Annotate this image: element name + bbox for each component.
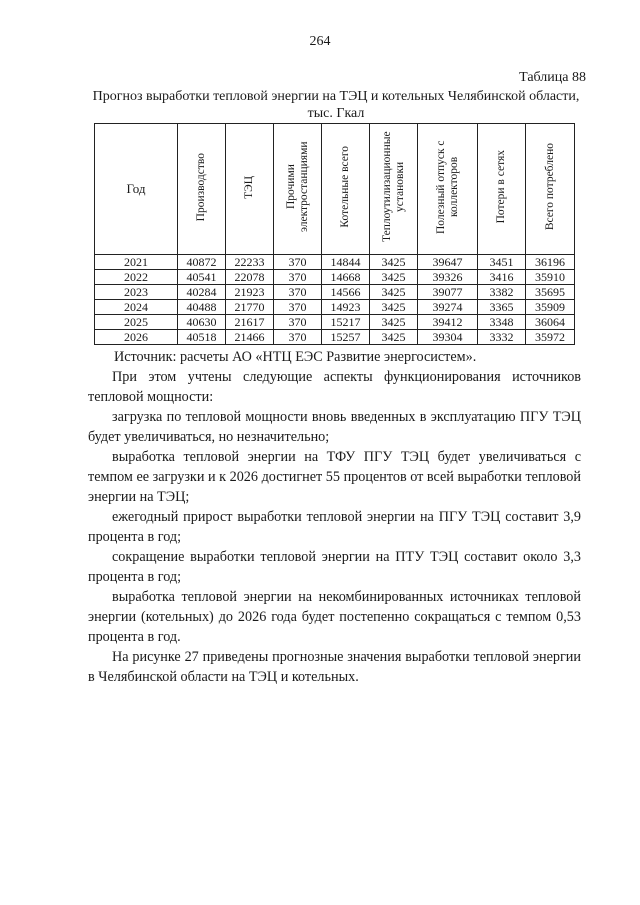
table-cell: 15217 <box>322 315 370 330</box>
table-body <box>95 255 575 345</box>
body-text <box>88 347 581 687</box>
table-row <box>95 270 575 285</box>
page-number: 264 <box>309 34 331 49</box>
table-cell: 3425 <box>370 300 418 315</box>
table-cell: 40541 <box>178 270 226 285</box>
table-cell: 39077 <box>418 285 478 300</box>
column-header: Котельные всего <box>322 124 370 255</box>
year-cell: 2022 <box>95 270 178 285</box>
table-cell: 3348 <box>478 315 526 330</box>
table-cell: 21923 <box>226 285 274 300</box>
table-caption: Прогноз выработки тепловой энергии на ТЭЦ и котельных Челябинской области, тыс. Гкал <box>92 89 580 121</box>
table-cell: 39304 <box>418 330 478 345</box>
year-cell: 2024 <box>95 300 178 315</box>
table-row <box>95 330 575 345</box>
table-cell: 14923 <box>322 300 370 315</box>
table-cell: 3425 <box>370 330 418 345</box>
table-cell: 3425 <box>370 315 418 330</box>
column-header: Год <box>95 124 178 255</box>
table-cell: 21770 <box>226 300 274 315</box>
paragraph: загрузка по тепловой мощности вновь введенных в эксплуатацию ПГУ ТЭЦ будет увеличиваться, но незначительно; <box>88 409 581 445</box>
table-cell: 370 <box>274 330 322 345</box>
table-cell: 21617 <box>226 315 274 330</box>
table-cell: 3416 <box>478 270 526 285</box>
table-cell: 14566 <box>322 285 370 300</box>
table-cell: 370 <box>274 315 322 330</box>
column-header: Теплоутилизационные установки <box>370 124 418 255</box>
table-row <box>95 315 575 330</box>
year-cell: 2026 <box>95 330 178 345</box>
paragraph: При этом учтены следующие аспекты функционирования источников тепловой мощности: <box>88 369 581 405</box>
column-header: Полезный отпуск с коллекторов <box>418 124 478 255</box>
table-cell: 36196 <box>526 255 575 270</box>
table-cell: 3382 <box>478 285 526 300</box>
paragraph: сокращение выработки тепловой энергии на ПТУ ТЭЦ составит около 3,3 процента в год; <box>88 549 581 585</box>
column-header: Всего потреблено <box>526 124 575 255</box>
table-cell: 14668 <box>322 270 370 285</box>
table-label: Таблица 88 <box>519 70 586 85</box>
paragraph: выработка тепловой энергии на ТФУ ПГУ ТЭЦ будет увеличиваться с темпом ее загрузки и к 2026 достигнет 55 процентов от всей выработки тепловой энергии на ТЭЦ; <box>88 449 581 505</box>
forecast-table <box>94 123 575 345</box>
table-cell: 3365 <box>478 300 526 315</box>
table-row <box>95 285 575 300</box>
table-cell: 3332 <box>478 330 526 345</box>
table-cell: 22078 <box>226 270 274 285</box>
table-cell: 39274 <box>418 300 478 315</box>
table-cell: 40872 <box>178 255 226 270</box>
table-cell: 14844 <box>322 255 370 270</box>
year-cell: 2023 <box>95 285 178 300</box>
table-cell: 40518 <box>178 330 226 345</box>
year-cell: 2025 <box>95 315 178 330</box>
table-cell: 370 <box>274 270 322 285</box>
table-row <box>95 255 575 270</box>
table-cell: 35972 <box>526 330 575 345</box>
table-cell: 21466 <box>226 330 274 345</box>
table-cell: 15257 <box>322 330 370 345</box>
table-cell: 3425 <box>370 285 418 300</box>
column-header: Производство <box>178 124 226 255</box>
paragraph: На рисунке 27 приведены прогнозные значения выработки тепловой энергии в Челябинской области на ТЭЦ и котельных. <box>88 649 581 685</box>
paragraph: выработка тепловой энергии на некомбинированных источниках тепловой энергии (котельных) до 2026 года будет постепенно сокращаться с темпом 0,53 процента в год. <box>88 589 581 645</box>
column-header: ТЭЦ <box>226 124 274 255</box>
table-cell: 370 <box>274 255 322 270</box>
table-cell: 35910 <box>526 270 575 285</box>
table-cell: 22233 <box>226 255 274 270</box>
table-cell: 39647 <box>418 255 478 270</box>
table-cell: 36064 <box>526 315 575 330</box>
table-cell: 39326 <box>418 270 478 285</box>
table-cell: 370 <box>274 300 322 315</box>
table-row <box>95 300 575 315</box>
year-cell: 2021 <box>95 255 178 270</box>
table-cell: 35909 <box>526 300 575 315</box>
table-cell: 3451 <box>478 255 526 270</box>
table-cell: 3425 <box>370 255 418 270</box>
table-cell: 370 <box>274 285 322 300</box>
table-cell: 40630 <box>178 315 226 330</box>
table-cell: 40488 <box>178 300 226 315</box>
table-cell: 35695 <box>526 285 575 300</box>
column-header: Потери в сетях <box>478 124 526 255</box>
table-header-row <box>95 124 575 255</box>
column-header: Прочими электростанциями <box>274 124 322 255</box>
paragraph: ежегодный прирост выработки тепловой энергии на ПГУ ТЭЦ составит 3,9 процента в год; <box>88 509 581 545</box>
table-cell: 39412 <box>418 315 478 330</box>
table-cell: 3425 <box>370 270 418 285</box>
table-cell: 40284 <box>178 285 226 300</box>
source-note: Источник: расчеты АО «НТЦ ЕЭС Развитие энергосистем». <box>114 349 477 365</box>
